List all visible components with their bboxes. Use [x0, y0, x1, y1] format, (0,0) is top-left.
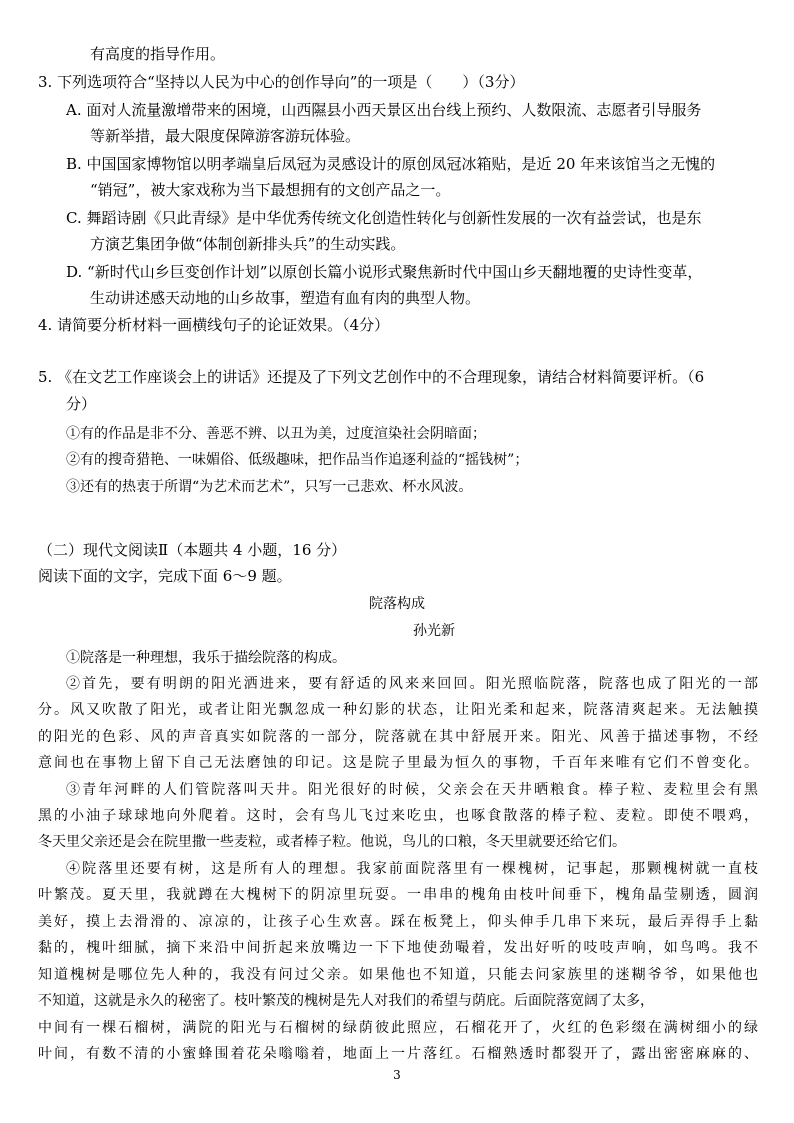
question-5-stem-cont: 分） [66, 395, 97, 413]
essay-line: 的阳光的色彩、风的声音真实如院落的一部分，院落就在其中舒展开来。阳光、风善于描述事物，不经 [38, 729, 758, 745]
question-3-option-b-cont: “销冠”，被大家戏称为当下最想拥有的文创产品之一。 [90, 181, 451, 199]
essay-line: 意间也在事物上留下自己无法磨蚀的印记。这是院子里最为恒久的事物，千百年来唯有它们不曾变化。 [38, 755, 758, 771]
essay-line: 分。风又吹散了阳光，或者让阳光飘忽成一种幻影的状态，让阳光柔和起来，院落清爽起来。无法触摸 [38, 702, 758, 718]
question-5-item-3: ③还有的热衷于所谓“为艺术而艺术”，只写一己悲欢、杯水风波。 [66, 479, 473, 495]
reading-instruction: 阅读下面的文字，完成下面 6～9 题。 [38, 567, 292, 585]
essay-line: ①院落是一种理想，我乐于描绘院落的构成。 [66, 650, 346, 666]
essay-line: 叶繁茂。夏天里，我就蹲在大槐树下的阴凉里玩耍。一串串的槐角由枝叶间垂下，槐角晶莹剔透，圆润 [38, 887, 758, 903]
essay-line: 冬天里父亲还是会在院里撒一些麦粒，或者棒子粒。他说，鸟儿的口粮，冬天里就要还给它们。 [38, 834, 626, 850]
question-5-item-2: ②有的搜奇猎艳、一味媚俗、低级趣味，把作品当作追逐利益的“摇钱树”； [66, 452, 529, 468]
essay-line: 中间有一棵石榴树，满院的阳光与石榴树的绿荫彼此照应，石榴花开了，火红的色彩缀在满树细小的绿 [38, 1020, 758, 1036]
essay-line: ③青年河畔的人们管院落叫天井。阳光很好的时候，父亲会在天井晒粮食。棒子粒、麦粒里会有黑 [66, 782, 758, 798]
essay-line: 不知道，这就是永久的秘密了。枝叶繁茂的槐树是先人对我们的希望与荫庇。后面院落宽阔了太多， [38, 993, 654, 1009]
question-3-option-b: B. 中国国家博物馆以明孝端皇后凤冠为灵感设计的原创凤冠冰箱贴，是近 20 年来该馆当之无愧的 [66, 155, 716, 173]
question-4: 4. 请简要分析材料一画横线句子的论证效果。（4分） [38, 316, 390, 334]
question-5-stem: 5. 《在文艺工作座谈会上的讲话》还提及了下列文艺创作中的不合理现象，请结合材料简要评析。（6 [38, 368, 705, 386]
question-3-option-c: C. 舞蹈诗剧《只此青绿》是中华优秀传统文化创造性转化与创新性发展的一次有益尝试，也是东 [66, 209, 702, 227]
essay-line: 黑的小油子球球地向外爬着。这时，会有鸟儿飞过来吃虫，也啄食散落的棒子粒、麦粒。即使不喂鸡， [38, 808, 758, 824]
essay-line: 叶间，有数不清的小蜜蜂围着花朵嗡嗡着，地面上一片落红。石榴熟透时都裂开了，露出密密麻麻的、 [38, 1046, 758, 1062]
question-5-item-1: ①有的作品是非不分、善恶不辨、以丑为美，过度渲染社会阴暗面； [66, 426, 486, 442]
question-3-option-d-cont: 生动讲述感天动地的山乡故事，塑造有血有肉的典型人物。 [90, 289, 481, 307]
question-3-option-c-cont: 方演艺集团争做“体制创新排头兵”的生动实践。 [90, 235, 406, 253]
essay-title: 院落构成 [369, 596, 425, 612]
question-3-option-a: A. 面对人流量激增带来的困境，山西隰县小西天景区出台线上预约、人数限流、志愿者引导服务 [66, 101, 702, 119]
essay-line: 美好，摸上去滑滑的、凉凉的，让孩子心生欢喜。踩在板凳上，仰头伸手几串下来玩，最后弄得手上黏 [38, 914, 758, 930]
section-heading: （二）现代文阅读Ⅱ（本题共 4 小题，16 分） [38, 541, 347, 559]
question-3-option-d: D. “新时代山乡巨变创作计划”以原创长篇小说形式聚焦新时代中国山乡天翻地覆的史诗性变革， [66, 263, 703, 281]
essay-line: ②首先，要有明朗的阳光洒进来，要有舒适的风来来回回。阳光照临院落，院落也成了阳光的一部 [66, 676, 758, 692]
page-number: 3 [393, 1068, 401, 1082]
essay-line: ④院落里还要有树，这是所有人的理想。我家前面院落里有一棵槐树，记事起，那颗槐树就一直枝 [66, 861, 758, 877]
essay-line: 黏的，槐叶细腻，摘下来沿中间折起来放嘴边一下下地使劲嘬着，发出好听的吱吱声响，如鸟鸣。我不 [38, 940, 758, 956]
question-3-stem: 3. 下列选项符合“坚持以人民为中心的创作导向”的一项是（ ）（3分） [38, 73, 525, 91]
essay-author: 孙光新 [413, 623, 455, 639]
question-3-option-a-cont: 等新举措，最大限度保障游客游玩体验。 [90, 127, 361, 145]
essay-line: 知道槐树是哪位先人种的，我没有问过父亲。如果他也不知道，只能去问家族里的迷糊爷爷，如果他也 [38, 967, 758, 983]
intro-continuation: 有高度的指导作用。 [90, 45, 226, 63]
